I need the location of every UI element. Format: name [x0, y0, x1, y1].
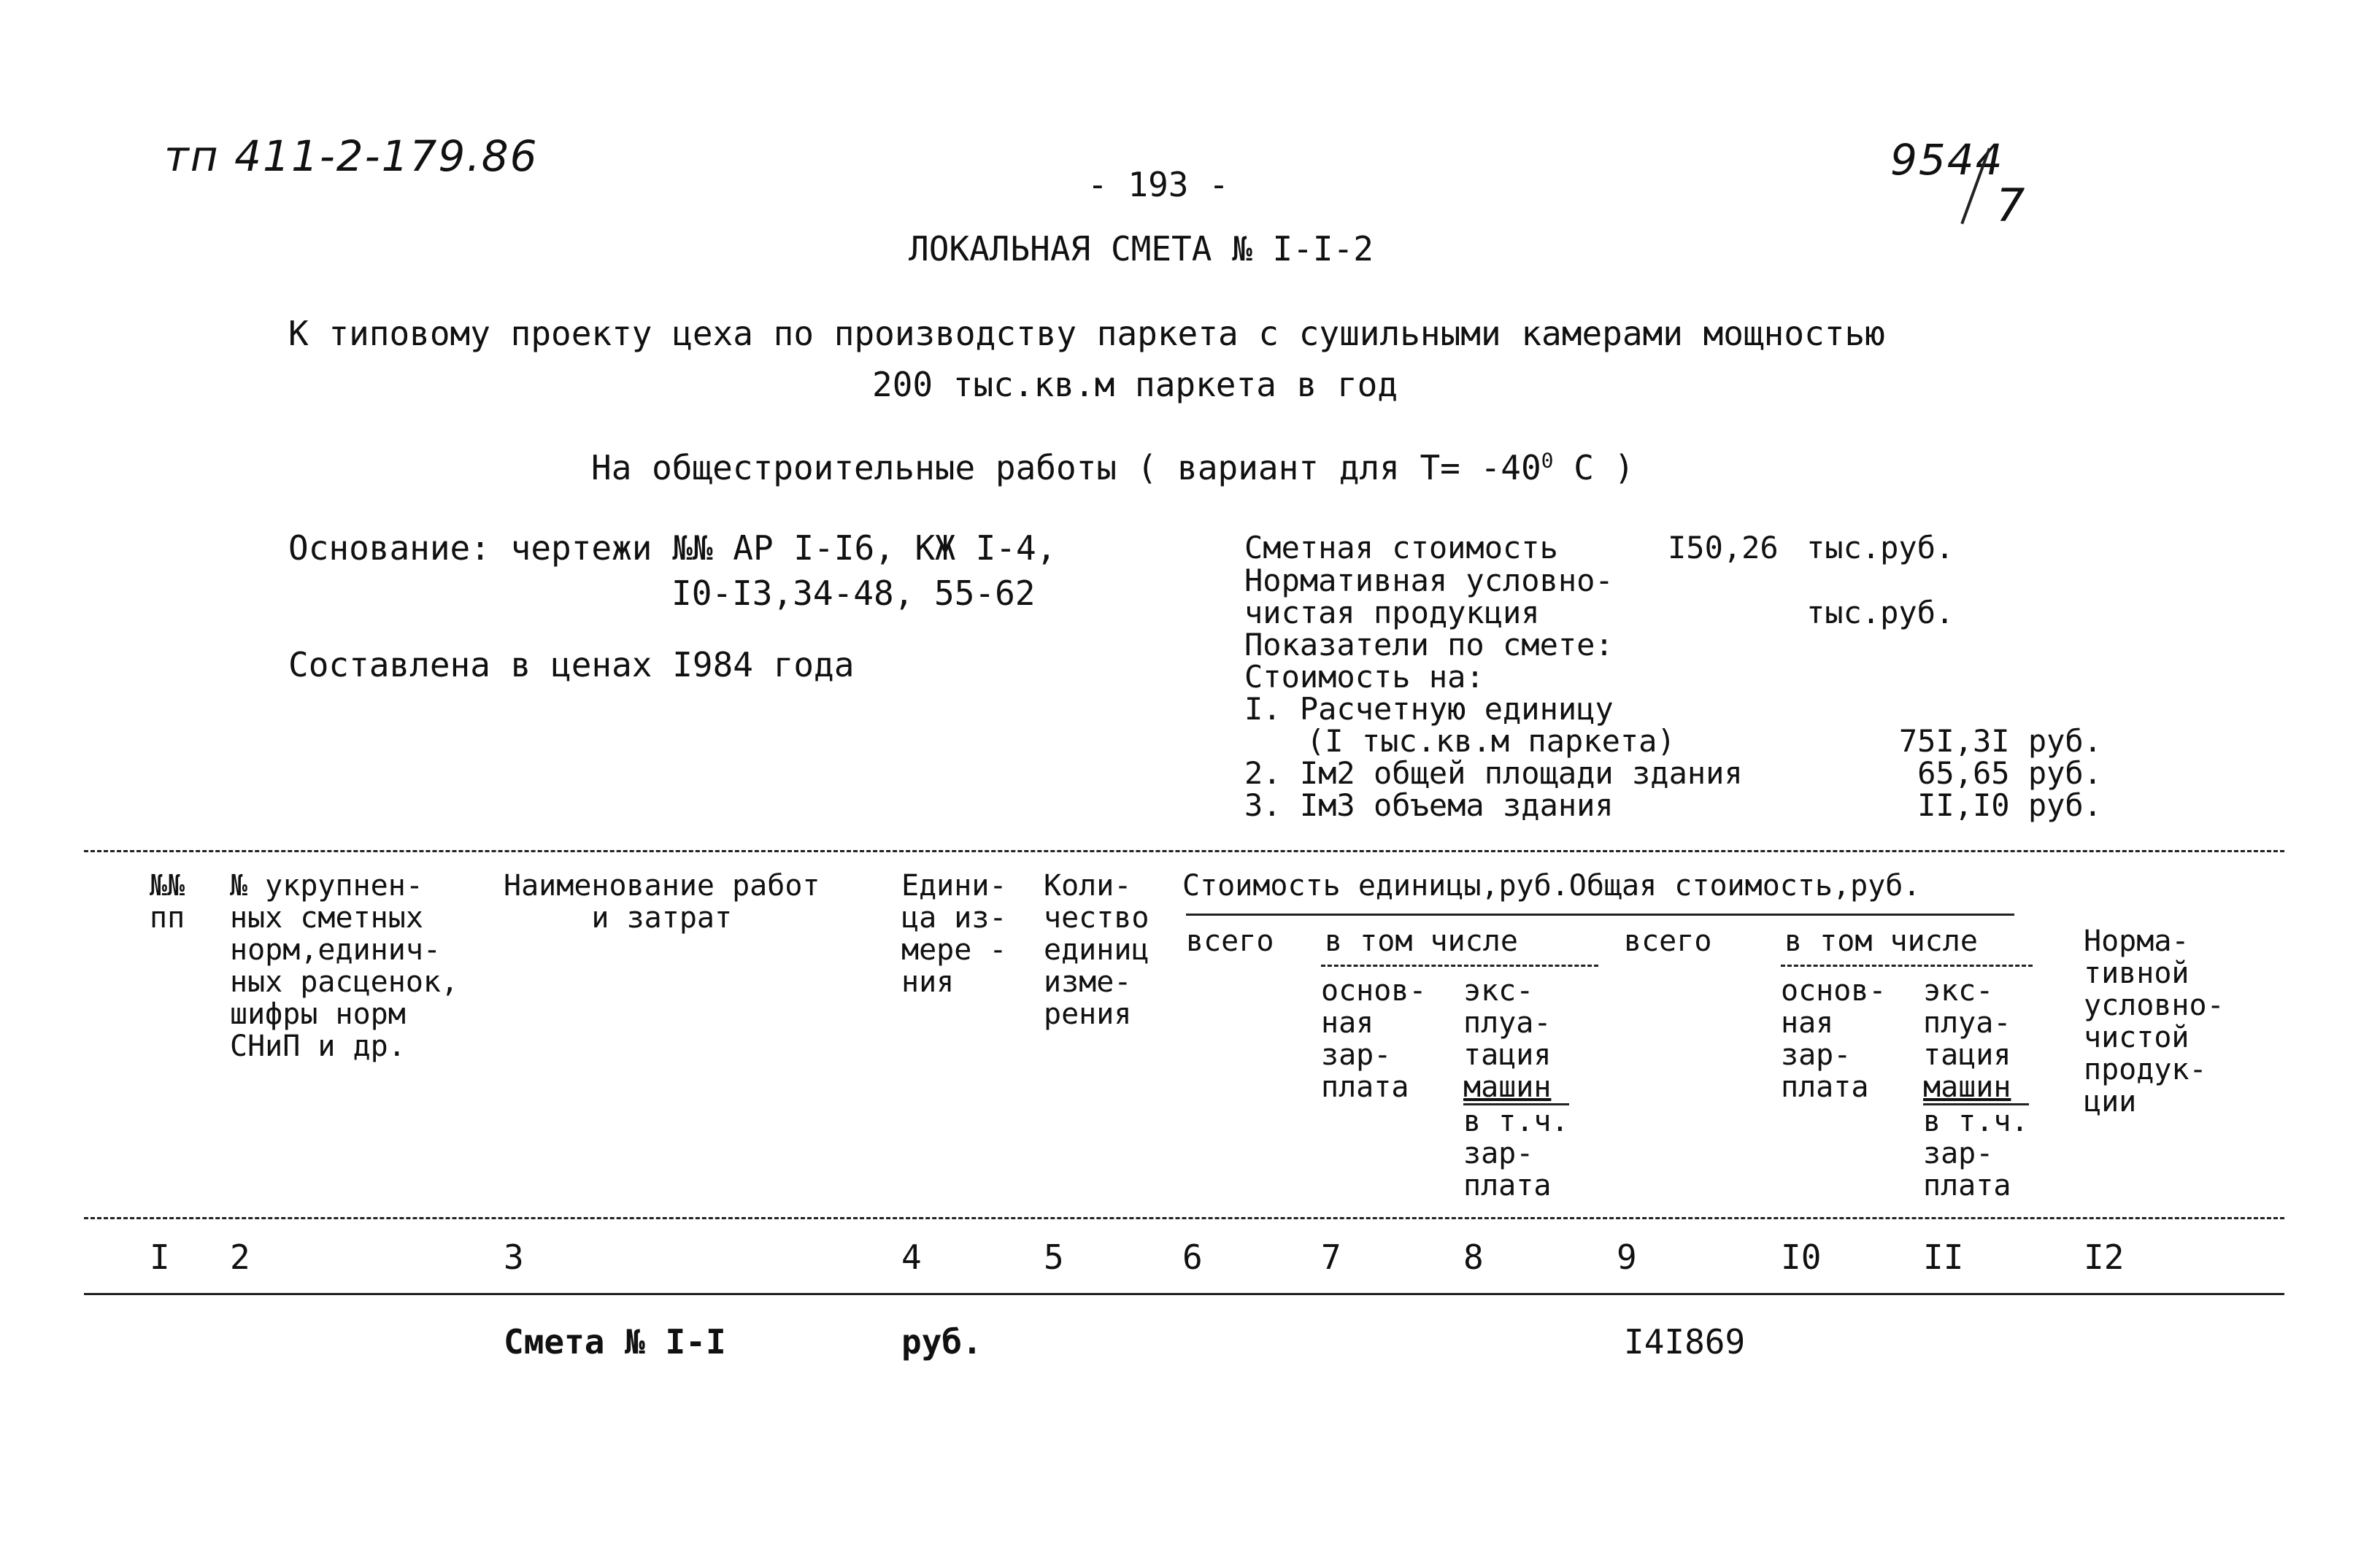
indicator2-label: 2. Iм2 общей площади здания — [1244, 755, 1743, 791]
col-header-cost-group: Стоимость единицы,руб.Общая стоимость,руб. — [1182, 869, 1921, 903]
table-top-rule — [84, 850, 2284, 852]
col-header-unit-total: всего — [1186, 924, 1274, 958]
indicator1-value: 75I,3I руб. — [1898, 723, 2102, 759]
indicator1-label2: (I тыс.кв.м паркета) — [1306, 723, 1676, 759]
col-number-5: 5 — [1044, 1237, 1064, 1277]
col-number-10: I0 — [1781, 1237, 1822, 1277]
unit-machines-label: машин — [1463, 1070, 1552, 1104]
col-number-7: 7 — [1321, 1237, 1341, 1277]
group-underline — [1186, 914, 2014, 916]
normative-label2: чистая продукция — [1244, 595, 1540, 630]
col-header-unit-salary: основ- ная зар- плата — [1321, 974, 1427, 1104]
unit-machines-bottom: в т.ч. зар- плата — [1463, 1105, 1569, 1202]
compiled-prices: Составлена в ценах I984 года — [288, 645, 855, 684]
works-line-prefix: На общестроительные работы ( вариант для Т= -40 — [591, 448, 1541, 487]
numbers-bottom-rule — [84, 1293, 2284, 1295]
sheet-number-handwritten: 9544 — [1890, 135, 2004, 185]
col-header-total-machines — [1923, 975, 2029, 1202]
degree-sup: 0 — [1541, 448, 1554, 473]
col-number-3: 3 — [504, 1237, 524, 1277]
basis-line2: I0-I3,34-48, 55-62 — [671, 574, 1036, 613]
normative-unit: тыс.руб. — [1806, 595, 1955, 630]
col-header-total: всего — [1624, 924, 1712, 958]
col-number-2: 2 — [230, 1237, 250, 1277]
indicators-label: Показатели по смете: — [1244, 627, 1614, 663]
col-number-6: 6 — [1182, 1237, 1203, 1277]
estimate-cost-unit: тыс.руб. — [1806, 530, 1955, 565]
incl2-underline — [1781, 965, 2033, 967]
indicator3-label: 3. Iм3 объема здания — [1244, 787, 1614, 823]
indicator2-value: 65,65 руб. — [1917, 755, 2102, 791]
unit-machines-top: экс- плуа- тация — [1463, 974, 1552, 1072]
col-number-1: I — [150, 1237, 170, 1277]
total-machines-label: машин — [1923, 1070, 2011, 1104]
col-number-12: I2 — [2084, 1237, 2125, 1277]
col-header-incl2: в том числе — [1784, 924, 1978, 958]
row-name: Смета № I-I — [504, 1322, 726, 1362]
total-machines-bottom: в т.ч. зар- плата — [1923, 1105, 2029, 1202]
col-header-normative: Норма- тивной условно- чистой продук- ции — [2084, 924, 2225, 1119]
page-number: - 193 - — [1087, 165, 1229, 204]
col-header-number: №№ пп — [150, 869, 185, 935]
project-code-handwritten: тп 411-2-179.86 — [164, 131, 539, 181]
subtitle-line1: К типовому проекту цеха по производству паркета с сушильными камерами мощностью — [288, 314, 1885, 353]
works-line-suffix: С ) — [1553, 448, 1635, 487]
sheet-sub-handwritten: 7 — [1996, 179, 2027, 232]
incl1-underline — [1321, 965, 1598, 967]
col-header-unit-machines — [1463, 975, 1569, 1202]
basis-line1: Основание: чертежи №№ АР I-I6, КЖ I-4, — [288, 528, 1057, 568]
col-number-11: II — [1923, 1237, 1964, 1277]
col-header-incl1: в том числе — [1325, 924, 1518, 958]
normative-label1: Нормативная условно- — [1244, 563, 1614, 598]
estimate-cost-label: Сметная стоимость — [1244, 530, 1558, 565]
indicator1-label1: I. Расчетную единицу — [1244, 691, 1614, 727]
works-line — [591, 448, 1635, 487]
col-number-4: 4 — [901, 1237, 922, 1277]
col-header-unit: Едини- ца из- мере - ния — [901, 869, 1007, 999]
header-bottom-rule — [84, 1217, 2284, 1219]
col-header-norms: № укрупнен- ных сметных норм,единич- ных расценок, шифры норм СНиП и др. — [230, 869, 459, 1063]
subtitle-line2: 200 тыс.кв.м паркета в год — [872, 365, 1398, 404]
col-number-9: 9 — [1617, 1237, 1637, 1277]
col-header-total-salary: основ- ная зар- плата — [1781, 974, 1887, 1104]
col-header-quantity: Коли- чество единиц изме- рения — [1044, 869, 1149, 1031]
col-number-8: 8 — [1463, 1237, 1484, 1277]
row-unit: руб. — [901, 1322, 982, 1362]
col-header-name: Наименование работ и затрат — [504, 869, 820, 935]
page-title: ЛОКАЛЬНАЯ СМЕТА № I-I-2 — [909, 229, 1374, 269]
estimate-cost-value: I50,26 — [1668, 530, 1779, 565]
row-total: I4I869 — [1624, 1322, 1746, 1362]
cost-on-label: Стоимость на: — [1244, 659, 1484, 695]
total-machines-top: экс- плуа- тация — [1923, 974, 2011, 1072]
indicator3-value: II,I0 руб. — [1917, 787, 2102, 823]
